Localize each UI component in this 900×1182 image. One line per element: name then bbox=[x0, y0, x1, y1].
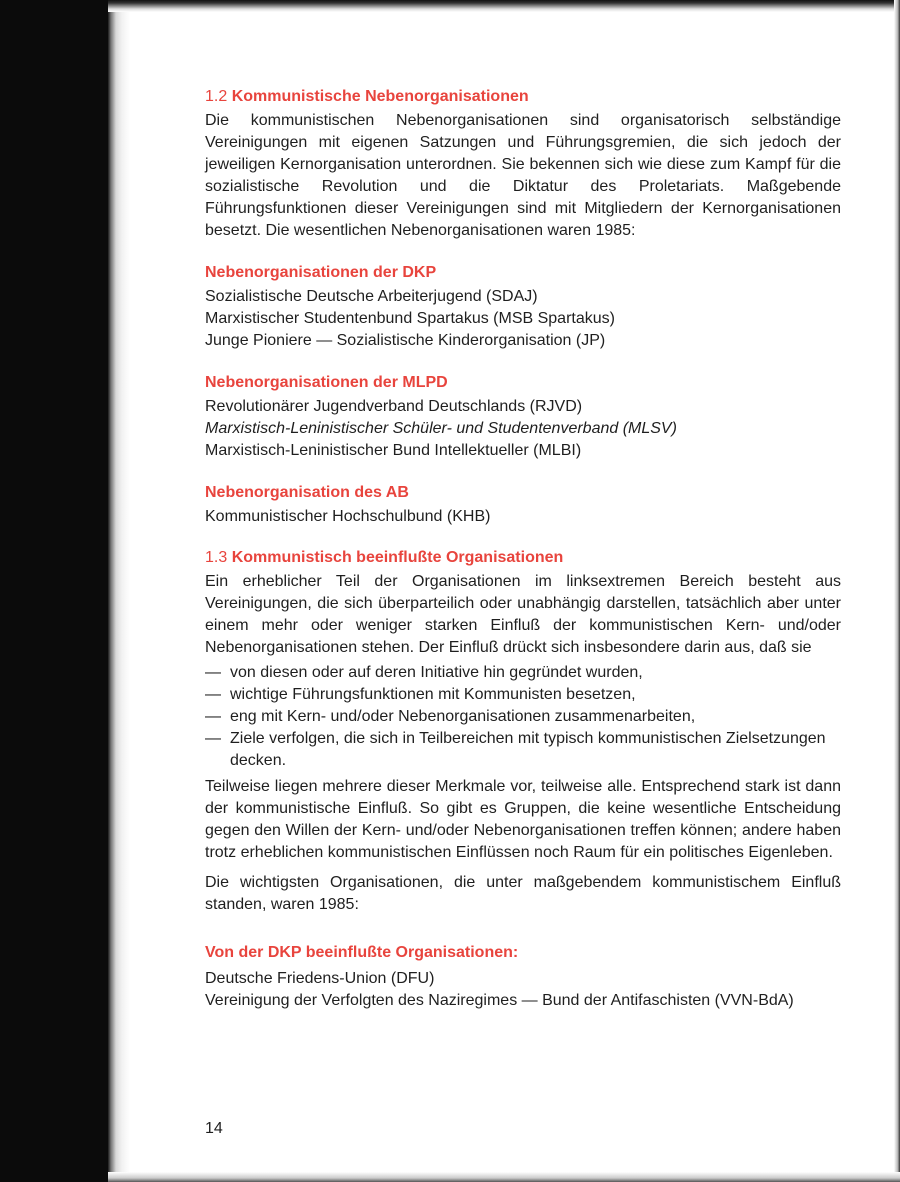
scan-page-fold bbox=[108, 0, 130, 1182]
list-item: Deutsche Friedens-Union (DFU) bbox=[205, 970, 435, 987]
section-heading-1-2 bbox=[205, 86, 841, 108]
criteria-list bbox=[205, 662, 841, 772]
criterion-text: wichtige Führungsfunktionen mit Kommunisten besetzen, bbox=[230, 686, 636, 703]
dkp-influenced-heading: Von der DKP beeinflußte Organisationen: bbox=[205, 944, 519, 961]
list-item: Marxistisch-Leninistischer Schüler- und Studentenverband (MLSV) bbox=[205, 420, 677, 437]
list-item: Junge Pioniere — Sozialistische Kinderorganisation (JP) bbox=[205, 332, 606, 349]
criterion-text: eng mit Kern- und/oder Nebenorganisationen zusammenarbeiten, bbox=[230, 708, 696, 725]
mlpd-heading: Nebenorganisationen der MLPD bbox=[205, 374, 448, 391]
list-item: Kommunistischer Hochschulbund (KHB) bbox=[205, 508, 491, 525]
dash-marker: — bbox=[205, 708, 221, 725]
scan-top-edge bbox=[108, 0, 900, 12]
section-1-3-intro: Ein erheblicher Teil der Organisationen im linksextremen Bereich besteht aus Vereinigungen, die sich überparteilich oder unabhängig darstellen, tatsächlich aber unter einem mehr oder weniger starken Einfluß der kommunistischen Kern- und/oder Nebenorganisationen stehen. Der Einfluß drückt sich insbesondere darin aus, daß sie bbox=[205, 573, 841, 656]
list-item bbox=[205, 684, 841, 706]
page-number: 14 bbox=[205, 1120, 223, 1137]
dkp-influenced-list bbox=[205, 968, 841, 1012]
section-title: Kommunistische Nebenorganisationen bbox=[231, 88, 529, 105]
ab-heading: Nebenorganisation des AB bbox=[205, 484, 409, 501]
section-1-2-body: Die kommunistischen Nebenorganisationen sind organisatorisch selbständige Vereinigungen mit eigenen Satzungen und Führungsgremien, die sich jedoch der jeweiligen Kernorganisation unterordnen. Sie bekennen sich wie diese zum Kampf für die sozialistische Revolution und die Diktatur des Proletariats. Maßgebende Führungsfunktionen dieser Vereinigungen sind mit Mitgliedern der Kernorganisationen besetzt. Die wesentlichen Nebenorganisationen waren 1985: bbox=[205, 112, 841, 239]
list-item bbox=[205, 728, 841, 772]
scan-binding-shadow bbox=[0, 0, 108, 1182]
dash-marker: — bbox=[205, 664, 221, 681]
list-item bbox=[205, 662, 841, 684]
section-number: 1.2 bbox=[205, 88, 228, 105]
criterion-text: Ziele verfolgen, die sich in Teilbereichen mit typisch kommunistischen Zielsetzungen decken. bbox=[230, 730, 826, 769]
ab-list bbox=[205, 506, 841, 528]
section-title: Kommunistisch beeinflußte Organisationen bbox=[231, 549, 564, 566]
dash-marker: — bbox=[205, 686, 221, 703]
scan-bottom-edge bbox=[108, 1172, 900, 1182]
list-item: Marxistisch-Leninistischer Bund Intellektueller (MLBI) bbox=[205, 442, 582, 459]
list-item: Sozialistische Deutsche Arbeiterjugend (SDAJ) bbox=[205, 288, 538, 305]
dkp-list bbox=[205, 286, 841, 352]
section-1-3-paragraph-2: Teilweise liegen mehrere dieser Merkmale vor, teilweise alle. Entsprechend stark ist dann der kommunistische Einfluß. So gibt es Gruppen, die keine wesentliche Entscheidung gegen den Willen der Kern- und/oder Nebenorganisationen treffen können; andere haben trotz erheblichen kommunistischen Einflüssen noch Raum für ein politisches Eigenleben. bbox=[205, 778, 841, 861]
list-item: Marxistischer Studentenbund Spartakus (MSB Spartakus) bbox=[205, 310, 615, 327]
dkp-heading: Nebenorganisationen der DKP bbox=[205, 264, 437, 281]
list-item: Vereinigung der Verfolgten des Naziregimes — Bund der Antifaschisten (VVN-BdA) bbox=[205, 992, 794, 1009]
mlpd-list bbox=[205, 396, 841, 462]
section-1-3-paragraph-3: Die wichtigsten Organisationen, die unter maßgebendem kommunistischem Einfluß standen, waren 1985: bbox=[205, 874, 841, 913]
page-content bbox=[205, 86, 841, 1012]
list-item bbox=[205, 706, 841, 728]
section-number: 1.3 bbox=[205, 549, 228, 566]
section-heading-1-3 bbox=[205, 547, 841, 569]
criterion-text: von diesen oder auf deren Initiative hin gegründet wurden, bbox=[230, 664, 643, 681]
scan-right-edge bbox=[894, 0, 900, 1182]
dash-marker: — bbox=[205, 730, 221, 747]
list-item: Revolutionärer Jugendverband Deutschlands (RJVD) bbox=[205, 398, 583, 415]
